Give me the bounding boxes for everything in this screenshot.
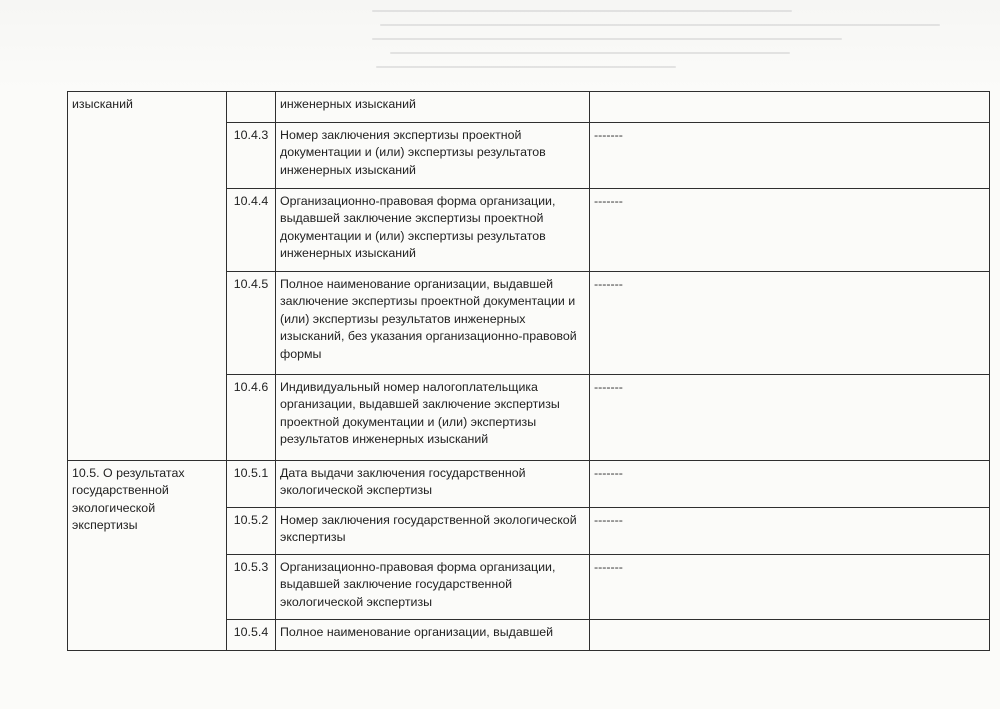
item-label: инженерных изысканий	[276, 92, 590, 123]
item-number: 10.4.4	[227, 189, 276, 272]
bleed-through-line	[376, 66, 676, 68]
item-number: 10.5.2	[227, 508, 276, 555]
item-number: 10.5.4	[227, 620, 276, 651]
table-row	[68, 461, 990, 508]
bleed-through-line	[372, 10, 792, 12]
item-value: -------	[590, 461, 990, 508]
item-value: -------	[590, 189, 990, 272]
item-label: Организационно-правовая форма организации, выдавшей заключение государственной экологической экспертизы	[276, 555, 590, 620]
item-value	[590, 620, 990, 651]
bleed-through-line	[372, 38, 842, 40]
item-label: Номер заключения государственной экологической экспертизы	[276, 508, 590, 555]
item-value: -------	[590, 508, 990, 555]
scan-background	[0, 0, 1000, 90]
section-cell: изысканий	[68, 92, 227, 461]
item-number: 10.5.1	[227, 461, 276, 508]
item-value: -------	[590, 272, 990, 375]
data-table	[67, 91, 990, 651]
item-label: Полное наименование организации, выдавшей заключение экспертизы проектной документации и (или) экспертизы результатов инженерных изысканий, без указания организационно-правовой формы	[276, 272, 590, 375]
item-value: -------	[590, 375, 990, 461]
table-row	[68, 92, 990, 123]
item-label: Номер заключения экспертизы проектной документации и (или) экспертизы результатов инженерных изысканий	[276, 123, 590, 189]
item-number: 10.4.3	[227, 123, 276, 189]
item-number	[227, 92, 276, 123]
bleed-through-line	[380, 24, 940, 26]
item-value: -------	[590, 123, 990, 189]
item-number: 10.4.6	[227, 375, 276, 461]
item-label: Индивидуальный номер налогоплательщика организации, выдавшей заключение экспертизы проектной документации и (или) экспертизы результатов инженерных изысканий	[276, 375, 590, 461]
item-number: 10.5.3	[227, 555, 276, 620]
item-number: 10.4.5	[227, 272, 276, 375]
bleed-through-line	[390, 52, 790, 54]
item-label: Дата выдачи заключения государственной экологической экспертизы	[276, 461, 590, 508]
item-value: -------	[590, 555, 990, 620]
item-label: Организационно-правовая форма организации, выдавшей заключение экспертизы проектной документации и (или) экспертизы результатов инженерных изысканий	[276, 189, 590, 272]
item-value	[590, 92, 990, 123]
section-cell: 10.5. О результатах государственной экологической экспертизы	[68, 461, 227, 651]
item-label: Полное наименование организации, выдавшей	[276, 620, 590, 651]
